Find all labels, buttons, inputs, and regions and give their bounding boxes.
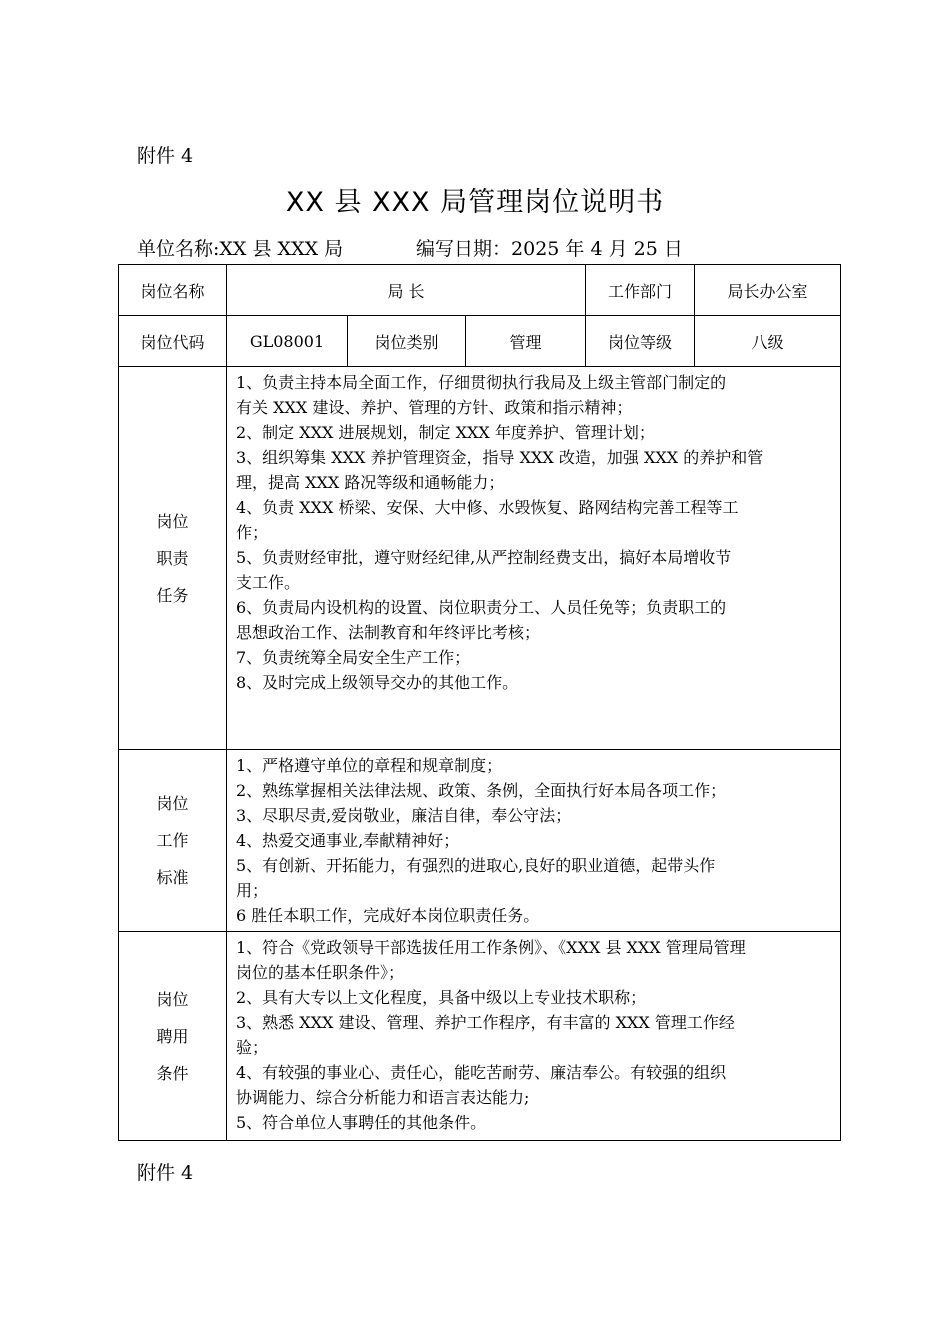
dept-value: 局长办公室 [695, 265, 841, 316]
duties-line: 7、负责统筹全局安全生产工作； [236, 648, 471, 667]
standards-content [227, 750, 841, 932]
duties-line: 有关 XXX 建设、养护、管理的方针、政策和指示精神； [236, 398, 633, 417]
conditions-label-line: 条件 [156, 1063, 189, 1083]
unit-value: XX 县 XXX 局 [219, 238, 344, 260]
standards-line: 2、熟练掌握相关法律法规、政策、条例，全面执行好本局各项工作； [236, 781, 727, 800]
duties-label-line: 任务 [156, 585, 189, 605]
conditions-line: 3、熟悉 XXX 建设、管理、养护工作程序，有丰富的 XXX 管理工作经 [236, 1013, 735, 1032]
duties-line: 3、组织筹集 XXX 养护管理资金，指导 XXX 改造，加强 XXX 的养护和管 [236, 448, 764, 467]
category-label: 岗位类别 [348, 316, 466, 367]
table-row-conditions [119, 932, 841, 1141]
conditions-line: 验； [236, 1038, 269, 1057]
grade-label: 岗位等级 [586, 316, 695, 367]
date-label: 编写日期： [416, 238, 512, 260]
standards-label [119, 750, 227, 932]
unit-info [137, 236, 343, 262]
table-row-post-name [119, 265, 841, 316]
standards-line: 6 胜任本职工作，完成好本岗位职责任务。 [236, 906, 540, 925]
post-name-value: 局 长 [227, 265, 586, 316]
conditions-label-line: 聘用 [156, 1026, 189, 1046]
post-name-label: 岗位名称 [119, 265, 227, 316]
conditions-line: 2、具有大专以上文化程度，具备中级以上专业技术职称； [236, 988, 647, 1007]
standards-label-line: 岗位 [156, 794, 189, 813]
category-value: 管理 [466, 316, 586, 367]
job-description-table [118, 264, 841, 1141]
table-row-standards [119, 750, 841, 932]
duties-line: 2、制定 XXX 进展规划，制定 XXX 年度养护、管理计划； [236, 423, 655, 442]
post-code-label: 岗位代码 [119, 316, 227, 367]
conditions-line: 5、符合单位人事聘任的其他条件。 [236, 1113, 487, 1132]
post-code-value: GL08001 [227, 316, 348, 367]
standards-label-line: 标准 [156, 868, 189, 887]
conditions-line: 岗位的基本任职条件》； [236, 963, 405, 982]
duties-content [227, 367, 841, 750]
duties-line: 思想政治工作、法制教育和年终评比考核； [236, 623, 541, 642]
dept-label: 工作部门 [586, 265, 695, 316]
duties-line: 5、负责财经审批，遵守财经纪律,从严控制经费支出，搞好本局增收节 [236, 548, 732, 567]
table-row-duties [119, 367, 841, 750]
standards-line: 5、有创新、开拓能力，有强烈的进取心,良好的职业道德，起带头作 [236, 856, 716, 875]
conditions-content [227, 932, 841, 1141]
duties-line: 4、负责 XXX 桥梁、安保、大中修、水毁恢复、路网结构完善工程等工 [236, 498, 739, 517]
attachment-label: 附件 4 [137, 145, 194, 167]
conditions-label [119, 932, 227, 1141]
footer-attachment-label: 附件 4 [137, 1162, 194, 1184]
duties-line: 1、负责主持本局全面工作，仔细贯彻执行我局及上级主管部门制定的 [236, 373, 727, 392]
duties-label-line: 职责 [156, 548, 189, 568]
date-value: 2025 年 4 月 25 日 [511, 238, 683, 260]
grade-value: 八级 [695, 316, 841, 367]
standards-line: 用； [236, 881, 269, 900]
standards-line: 3、尽职尽责,爱岗敬业，廉洁自律，奉公守法； [236, 806, 572, 825]
conditions-line: 4、有较强的事业心、责任心，能吃苦耐劳、廉洁奉公。有较强的组织 [236, 1063, 727, 1082]
standards-line: 4、热爱交通事业,奉献精神好； [236, 831, 460, 850]
duties-label [119, 367, 227, 750]
conditions-line: 协调能力、综合分析能力和语言表达能力; [236, 1088, 530, 1107]
conditions-line: 1、符合《党政领导干部选拔任用工作条例》、《XXX 县 XXX 管理局管理 [236, 938, 746, 957]
duties-line: 8、及时完成上级领导交办的其他工作。 [236, 673, 519, 692]
date-info [416, 236, 683, 262]
standards-line: 1、严格遵守单位的章程和规章制度； [236, 756, 503, 775]
conditions-label-line: 岗位 [156, 989, 189, 1009]
table-row-post-code [119, 316, 841, 367]
duties-line: 支工作。 [236, 573, 301, 592]
page-title: XX 县 XXX 局管理岗位说明书 [285, 187, 665, 218]
duties-line: 理，提高 XXX 路况等级和通畅能力； [236, 473, 505, 492]
duties-line: 6、负责局内设机构的设置、岗位职责分工、人员任免等；负责职工的 [236, 598, 727, 617]
duties-label-line: 岗位 [156, 511, 189, 531]
standards-label-line: 工作 [156, 831, 189, 850]
duties-line: 作； [236, 523, 269, 542]
unit-label: 单位名称: [137, 238, 220, 260]
